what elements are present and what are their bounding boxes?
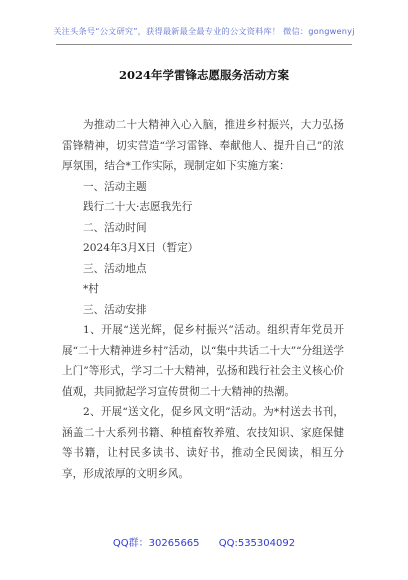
footer-contact bbox=[0, 534, 408, 549]
section-heading-arrangement: 三、活动安排 bbox=[83, 303, 147, 316]
section-heading-time: 二、活动时间 bbox=[83, 221, 147, 234]
document-title: 2024年学雷锋志愿服务活动方案 bbox=[118, 68, 289, 82]
qq-group-number: QQ群：30265665 bbox=[112, 538, 200, 549]
section-text-location: *村 bbox=[83, 283, 99, 295]
header-banner: 关注头条号“公文研究”，获得最新最全最专业的公文资料库！ 微信：gongwenyj bbox=[53, 26, 355, 36]
arrangement-item-2: 2、开展“送文化，促乡风文明”活动。为*村送去书刊，涵盖二十大系列书籍、种植畜牧养殖、农技知识、家庭保健等书籍，让村民多读书、读好书，推动全民阅读，相互分享，形成浓厚的文明乡风。 bbox=[62, 406, 344, 480]
section-text-time: 2024年3月X日（暂定） bbox=[83, 242, 199, 254]
document-body bbox=[62, 115, 344, 484]
section-heading-theme: 一、活动主题 bbox=[83, 180, 147, 193]
intro-paragraph: 为推动二十大精神入心入脑，推进乡村振兴，大力弘扬雷锋精神，切实营造“学习雷锋、奉献他人、提升自己”的浓厚氛围，结合*工作实际，现制定如下实施方案： bbox=[62, 119, 344, 172]
section-heading-location: 三、活动地点 bbox=[83, 262, 147, 275]
section-text-theme: 践行二十大·志愿我先行 bbox=[83, 201, 193, 213]
header-divider bbox=[56, 44, 352, 45]
qq-number: QQ:535304092 bbox=[218, 538, 296, 549]
arrangement-item-1: 1、开展“送光辉，促乡村振兴”活动。组织青年党员开展“二十大精神进乡村”活动，以“集中共话二十大”“分组送学上门”等形式，学习二十大精神，弘扬和践行社会主义核心价值观，共同掀起学习宣传贯彻二十大精神的热潮。 bbox=[62, 324, 344, 398]
